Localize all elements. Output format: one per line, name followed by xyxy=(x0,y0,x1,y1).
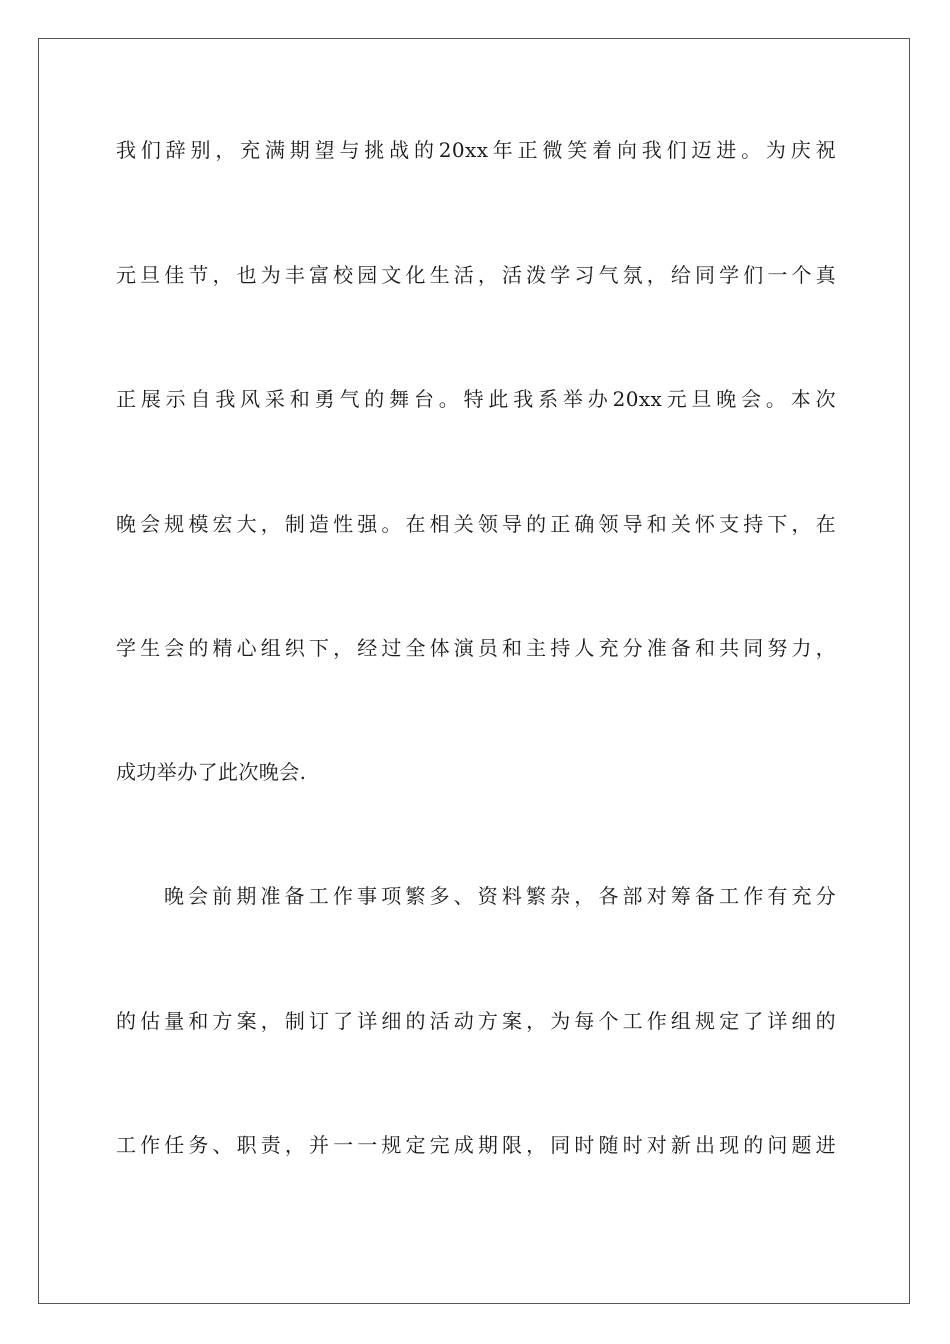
text-line: 元旦佳节，也为丰富校园文化生活，活泼学习气氛，给同学们一个真 xyxy=(116,263,836,287)
text-line: 的估量和方案，制订了详细的活动方案，为每个工作组规定了详细的 xyxy=(116,1009,836,1033)
text-line: 晚会前期准备工作事项繁多、资料繁杂，各部对筹备工作有充分 xyxy=(164,884,836,908)
text-line: 晚会规模宏大，制造性强。在相关领导的正确领导和关怀支持下，在 xyxy=(116,512,836,536)
text-line: 学生会的精心组织下，经过全体演员和主持人充分准备和共同努力， xyxy=(116,636,836,660)
text-line: 正展示自我风采和勇气的舞台。特此我系举办20xx元旦晚会。本次 xyxy=(116,387,836,411)
page-border xyxy=(38,38,910,1304)
text-line: 成功举办了此次晚会. xyxy=(116,760,307,784)
text-line: 工作任务、职责，并一一规定完成期限，同时随时对新出现的问题进 xyxy=(116,1133,836,1157)
text-line: 我们辞别，充满期望与挑战的20xx年正微笑着向我们迈进。为庆祝 xyxy=(116,138,836,162)
